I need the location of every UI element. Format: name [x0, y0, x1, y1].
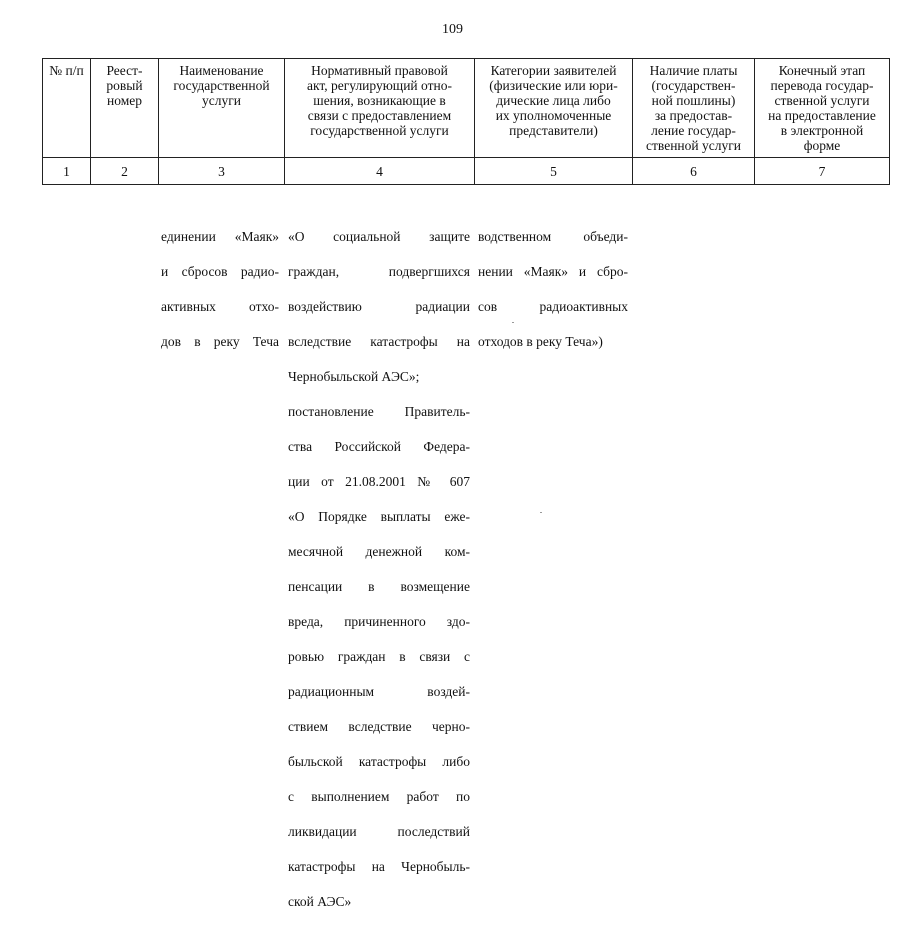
service-name-continuation — [161, 210, 279, 368]
text-line: нении «Маяк» и сбро- — [478, 263, 628, 279]
header-service-name: Наименование государственной услуги — [159, 59, 285, 158]
text-line: пенсации в возмещение — [288, 578, 470, 594]
text-line: граждан, подвергшихся — [288, 263, 470, 279]
text-line: ствием вследствие черно- — [288, 718, 470, 734]
header-final-stage: Конечный этап перевода государ- ственной услуги на предоставление в электронной форме — [755, 59, 890, 158]
text-line: постановление Правитель- — [288, 403, 470, 419]
text-line: быльской катастрофы либо — [288, 753, 470, 769]
page-number: 109 — [442, 22, 463, 37]
text-line: «О Порядке выплаты еже- — [288, 508, 470, 524]
text-line: вреда, причиненного здо- — [288, 613, 470, 629]
text-line: месячной денежной ком- — [288, 543, 470, 559]
column-number: 7 — [755, 158, 890, 185]
column-numbers-row — [43, 158, 890, 185]
text-line: отходов в реку Теча») — [478, 333, 603, 349]
column-number: 2 — [91, 158, 159, 185]
column-number: 1 — [43, 158, 91, 185]
column-number: 3 — [159, 158, 285, 185]
text-line: Чернобыльской АЭС»; — [288, 368, 420, 384]
applicant-categories-continuation — [478, 210, 628, 368]
column-number: 6 — [633, 158, 755, 185]
scan-speck — [540, 512, 542, 513]
legal-act-continuation — [288, 210, 470, 928]
text-line: ликвидации последствий — [288, 823, 470, 839]
text-line: ровью граждан в связи с — [288, 648, 470, 664]
text-line: ства Российской Федера- — [288, 438, 470, 454]
text-line: единении «Маяк» — [161, 228, 279, 244]
text-line: катастрофы на Чернобыль- — [288, 858, 470, 874]
column-number: 5 — [475, 158, 633, 185]
text-line: воздействию радиации — [288, 298, 470, 314]
text-line: с выполнением работ по — [288, 788, 470, 804]
header-applicant-categories: Категории заявителей (физические или юри- дические лица либо их уполномоченные представители) — [475, 59, 633, 158]
text-line: дов в реку Теча — [161, 333, 279, 349]
text-line: радиационным воздей- — [288, 683, 470, 699]
column-number: 4 — [285, 158, 475, 185]
text-line: и сбросов радио- — [161, 263, 279, 279]
services-table — [42, 58, 890, 185]
text-line: водственном объеди- — [478, 228, 628, 244]
text-line: активных отхо- — [161, 298, 279, 314]
text-line: ской АЭС» — [288, 893, 352, 909]
text-line: «О социальной защите — [288, 228, 470, 244]
header-legal-act: Нормативный правовой акт, регулирующий отно- шения, возникающие в связи с предоставлением государственной услуги — [285, 59, 475, 158]
header-registry-number: Реест- ровый номер — [91, 59, 159, 158]
text-line: ции от 21.08.2001 № 607 — [288, 473, 470, 489]
text-line: вследствие катастрофы на — [288, 333, 470, 349]
scan-speck — [512, 322, 514, 323]
header-fee: Наличие платы (государствен- ной пошлины) за предостав- ление государ- ственной услуги — [633, 59, 755, 158]
header-number: № п/п — [43, 59, 91, 158]
table-header-row — [43, 59, 890, 158]
text-line: сов радиоактивных — [478, 298, 628, 314]
